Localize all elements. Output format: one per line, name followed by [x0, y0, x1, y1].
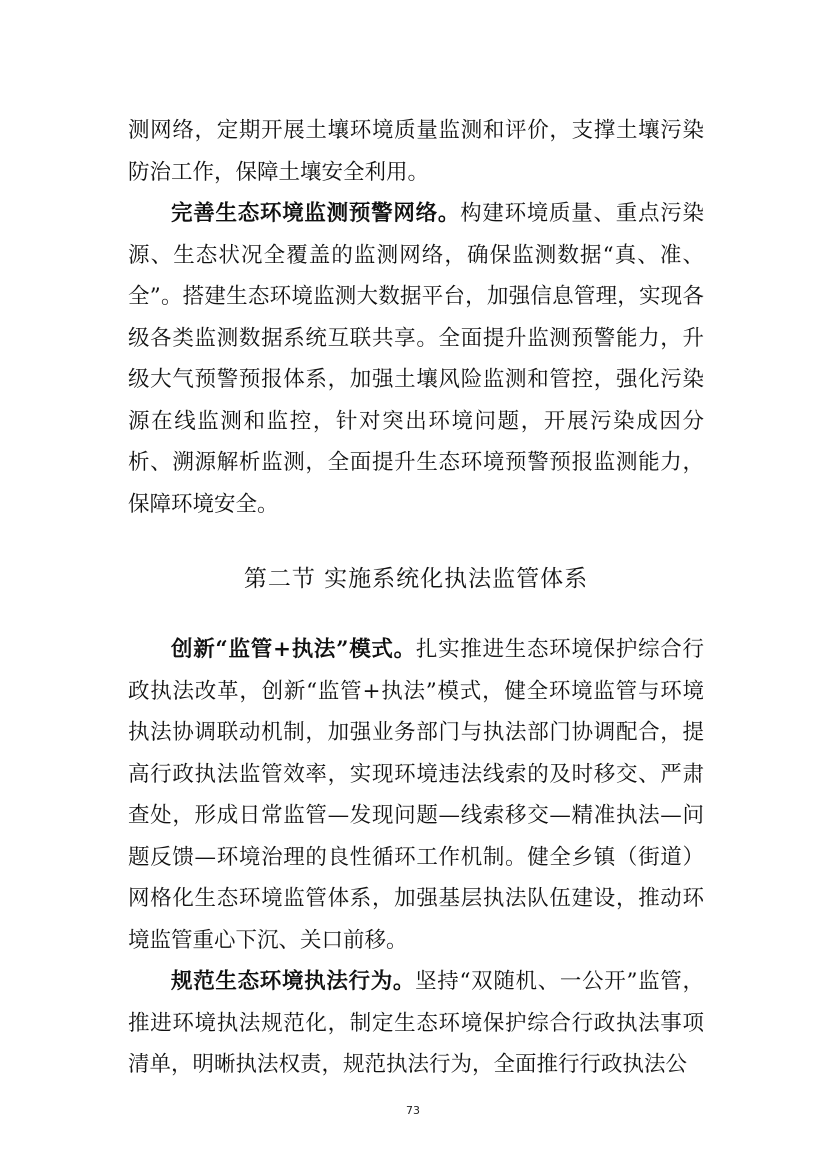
section-heading: 第二节 实施系统化执法监管体系 [243, 566, 589, 592]
page-number: 73 [406, 1104, 420, 1117]
paragraph-monitoring-warning-network [128, 193, 704, 525]
paragraph-text: 坚持“双随机、一公开”监管，推进环境执法规范化，制定生态环境保护综合行政执法事项清单，明晰执法权责，规范执法行为，全面推行行政执法公 [128, 969, 704, 1077]
paragraph-lead: 完善生态环境监测预警网络。 [171, 201, 461, 226]
paragraph-text: 测网络，定期开展土壤环境质量监测和评价，支撑土壤污染防治工作，保障土壤安全利用。 [128, 118, 704, 185]
paragraph-lead: 创新“监管+执法”模式。 [171, 637, 416, 662]
paragraph-text: 构建环境质量、重点污染源、生态状况全覆盖的监测网络，确保监测数据“真、准、全”。搭建生态环境监测大数据平台，加强信息管理，实现各级各类监测数据系统互联共享。全面提升监测预警能力，升级大气预警预报体系，加强土壤风险监测和管控，强化污染源在线监测和监控，针对突出环境问题，开展污染成因分析、溯源解析监测，全面提升生态环境预警预报监测能力，保障环境安全。 [128, 201, 704, 517]
paragraph-text: 扎实推进生态环境保护综合行政执法改革，创新“监管+执法”模式，健全环境监管与环境执法协调联动机制，加强业务部门与执法部门协调配合，提高行政执法监管效率，实现环境违法线索的及时移交、严肃查处，形成日常监管—发现问题—线索移交—精准执法—问题反馈—环境治理的良性循环工作机制。健全乡镇（街道）网格化生态环境监管体系，加强基层执法队伍建设，推动环境监管重心下沉、关口前移。 [128, 637, 704, 953]
paragraph-soil-monitoring-continued [128, 110, 704, 193]
paragraph-supervision-enforcement-model [128, 629, 704, 961]
paragraph-lead: 规范生态环境执法行为。 [171, 969, 416, 994]
paragraph-enforcement-conduct [128, 961, 704, 1086]
document-body [128, 110, 704, 1086]
